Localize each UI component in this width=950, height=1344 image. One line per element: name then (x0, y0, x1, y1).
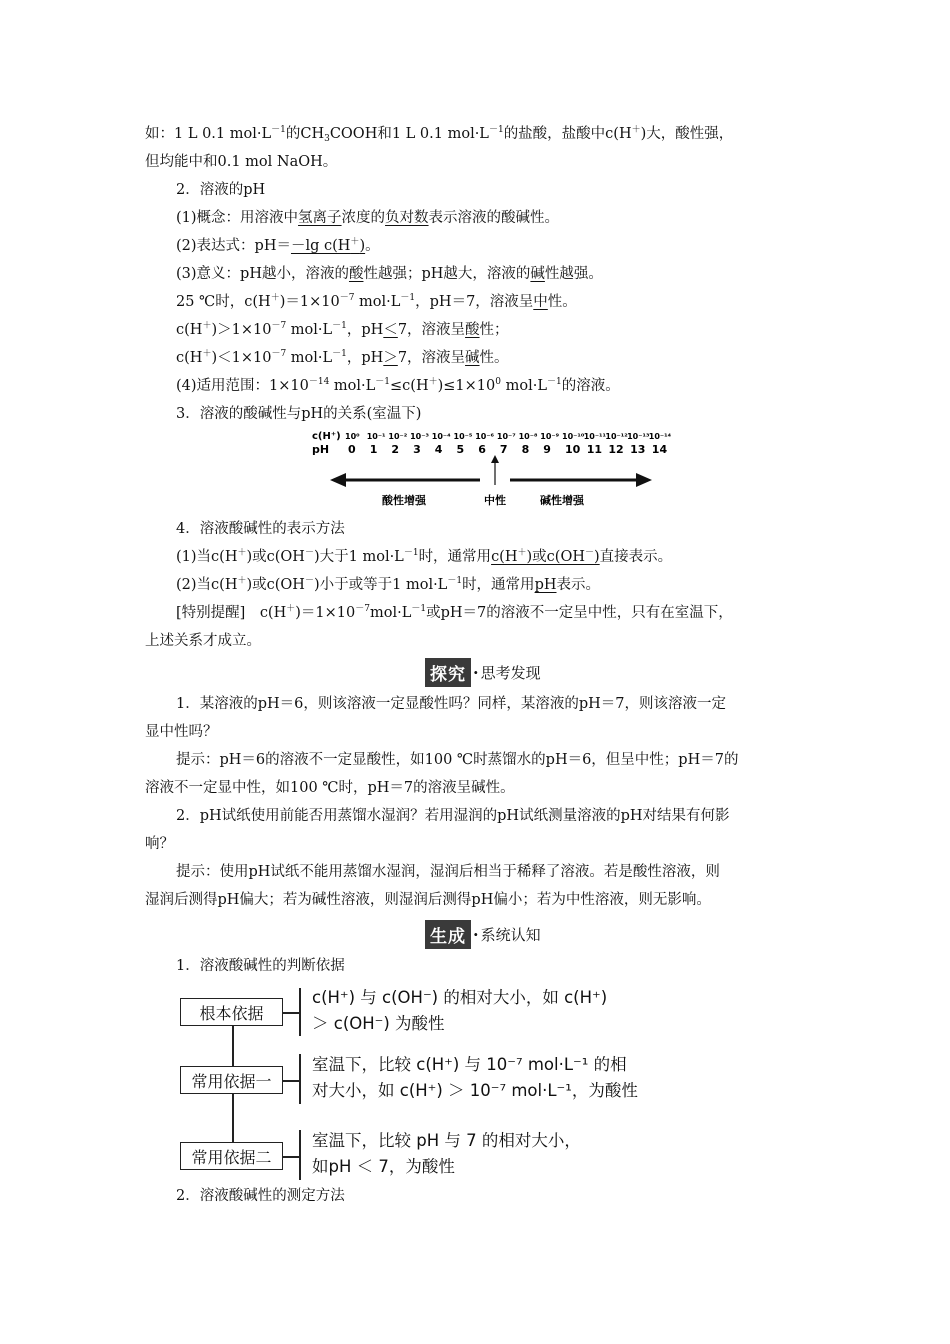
text-line (145, 152, 825, 172)
superscript: －7 (339, 293, 355, 303)
common-criteria-2-desc-1: 室温下，比较 pH 与 7 的相对大小， (312, 1131, 581, 1150)
basic-criteria-desc-1: c(H⁺) 与 c(OH⁻) 的相对大小，如 c(H⁺) (312, 988, 608, 1007)
banner-dot: · (473, 924, 479, 944)
text: 提示：使用pH试纸不能用蒸馏水湿润，湿润后相当于稀释了溶液。若是酸性溶液，则 (176, 864, 720, 880)
banner-dot: · (473, 662, 479, 682)
answer-text (145, 890, 825, 910)
text: 显中性吗？ (145, 724, 218, 740)
text: )或c(OH (246, 549, 305, 565)
ph-scale-svg (310, 425, 690, 515)
text-line (176, 208, 856, 228)
section-heading (176, 519, 856, 539)
common-criteria-2-label: 常用依据二 (191, 1147, 272, 1167)
text: )≤1×10 (437, 378, 496, 394)
text-line (145, 631, 825, 651)
text: )或c(OH (526, 549, 585, 565)
answer-blank: 氢离子 (298, 210, 342, 226)
ph-tick-label: 7 (499, 443, 508, 456)
text: ，pH＝7，溶液呈 (415, 294, 534, 310)
superscript: ＋ (237, 548, 247, 558)
answer-text (145, 778, 825, 798)
superscript: －1 (411, 604, 427, 614)
text: 1．某溶液的pH＝6，则该溶液一定显酸性吗？同样，某溶液的pH＝7，则该溶液一定 (176, 696, 727, 712)
section-heading (176, 956, 856, 976)
ph-tick-label: 11 (586, 443, 603, 456)
text: 表示。 (556, 577, 600, 593)
superscript: －7 (355, 604, 370, 614)
answer-text (176, 862, 856, 882)
text: (1)当c(H (176, 549, 238, 565)
c-h-axis-label: c(H⁺) (312, 431, 341, 442)
answer-blank: 碱 (530, 266, 545, 282)
text: mol·L (501, 378, 547, 394)
text: 湿润后测得pH偏大；若为碱性溶液，则湿润后测得pH偏小；若为中性溶液，则无影响。 (145, 892, 711, 908)
superscript: －1 (375, 377, 391, 387)
subscript: 3 (324, 134, 330, 144)
c-h-tick-label: 10⁻¹⁴ (648, 432, 672, 441)
explore-banner (425, 658, 541, 686)
text: )＜1×10 (211, 350, 272, 366)
text-line (176, 320, 856, 340)
section-heading (176, 1186, 856, 1206)
text: (1)概念：用溶液中 (176, 210, 299, 226)
text: [特别提醒] c(H (176, 605, 287, 621)
answer-blank: 负对数 (385, 210, 429, 226)
ph-tick-label: 4 (434, 443, 443, 456)
superscript: －1 (332, 349, 347, 359)
common-criteria-1-box (180, 1066, 283, 1094)
base-arrow-head (636, 473, 652, 487)
c-h-tick-label: 10⁻¹¹ (583, 432, 607, 441)
answer-blank: ＜ (383, 322, 398, 338)
text: 2．pH试纸使用前能否用蒸馏水湿润？若用湿润的pH试纸测量溶液的pH对结果有何影 (176, 808, 730, 824)
text: 2．溶液酸碱性的测定方法 (176, 1188, 345, 1204)
neutral-label: 中性 (484, 494, 506, 507)
text-line (176, 292, 856, 312)
text: mol·L (369, 605, 412, 621)
text: 的溶液。 (561, 378, 620, 394)
ph-tick-label: 2 (391, 443, 400, 456)
acid-increase-label: 酸性增强 (382, 494, 426, 507)
text: 7，溶液呈 (397, 322, 466, 338)
ph-tick-label: 1 (369, 443, 378, 456)
text: 的CH (285, 126, 325, 142)
superscript: －1 (271, 125, 286, 135)
text: －lg c(H (290, 238, 351, 254)
answer-blank (291, 238, 365, 254)
ph-tick-label: 9 (543, 443, 551, 456)
answer-blank: 酸 (465, 322, 480, 338)
answer-blank (491, 549, 600, 565)
text: ) (359, 238, 366, 254)
text: 提示：pH＝6的溶液不一定显酸性，如100 ℃时蒸馏水的pH＝6，但呈中性；pH＝7的 (176, 752, 739, 768)
superscript: ＋ (202, 321, 212, 331)
section-heading (176, 180, 856, 200)
common-criteria-1-desc-2: 对大小，如 c(H⁺) ＞ 10⁻⁷ mol·L⁻¹，为酸性 (312, 1081, 638, 1100)
superscript: － (584, 548, 594, 558)
ph-tick-label: 5 (456, 443, 465, 456)
text: (4)适用范围：1×10 (176, 378, 309, 394)
text: 时，通常用 (462, 577, 535, 593)
c-h-tick-label: 10⁻¹³ (627, 432, 650, 441)
text: 如：1 L 0.1 mol·L (145, 126, 272, 142)
bracket (299, 1054, 301, 1104)
text: 直接表示。 (599, 549, 673, 565)
text: COOH和1 L 0.1 mol·L (329, 126, 489, 142)
ph-tick-label: 3 (413, 443, 421, 456)
text: mol·L (286, 322, 333, 338)
answer-blank: 酸 (348, 266, 364, 282)
c-h-tick-label: 10⁻¹ (366, 432, 386, 441)
ph-scale-diagram (310, 425, 690, 515)
c-h-tick-label: 10⁻¹² (605, 432, 628, 441)
text: 性。 (479, 350, 509, 366)
text: 性。 (547, 294, 577, 310)
c-h-tick-label: 10⁰ (345, 432, 360, 441)
c-h-tick-label: 10⁻⁷ (496, 432, 516, 441)
text: 1．溶液酸碱性的判断依据 (176, 958, 345, 974)
superscript: ＋ (286, 604, 296, 614)
text: c(H (176, 350, 203, 366)
connector (283, 1156, 299, 1158)
text: ，pH (346, 350, 384, 366)
text: 25 ℃时，c(H (176, 294, 271, 310)
answer-text (176, 750, 856, 770)
text: 性越强。 (544, 266, 603, 282)
text: 浓度的 (341, 210, 386, 226)
text-line (176, 348, 856, 368)
c-h-tick-label: 10⁻⁴ (431, 432, 451, 441)
ph-tick-label: 8 (521, 443, 530, 456)
text: (2)当c(H (176, 577, 238, 593)
text: )大于1 mol·L (313, 549, 404, 565)
superscript: ＋ (428, 377, 438, 387)
c-h-tick-label: 10⁻³ (410, 432, 429, 441)
superscript: ＋ (270, 293, 280, 303)
connector (283, 1012, 299, 1014)
text: ，pH (346, 322, 384, 338)
generate-tag: 生成 (425, 920, 471, 949)
question-text (176, 806, 856, 826)
text: )小于或等于1 mol·L (313, 577, 448, 593)
superscript: －1 (447, 576, 463, 586)
ph-tick-label: 14 (651, 443, 668, 456)
base-increase-label: 碱性增强 (540, 494, 584, 507)
superscript: ＋ (631, 125, 641, 135)
superscript: － (304, 548, 314, 558)
answer-blank: pH (534, 577, 557, 593)
common-criteria-1-desc-1: 室温下，比较 c(H⁺) 与 10⁻⁷ mol·L⁻¹ 的相 (312, 1055, 627, 1074)
superscript: ＋ (517, 548, 527, 558)
bracket (299, 988, 301, 1036)
text: 性越强；pH越大，溶液的 (363, 266, 531, 282)
text: 4．溶液酸碱性的表示方法 (176, 521, 345, 537)
text: )＝1×10 (279, 294, 340, 310)
connector (283, 1080, 299, 1082)
c-h-tick-label: 10⁻⁹ (540, 432, 560, 441)
answer-blank: ＞ (383, 350, 398, 366)
text: 。 (365, 238, 380, 254)
text: 或pH＝7的溶液不一定呈中性，只有在室温下， (426, 605, 733, 621)
common-criteria-2-desc-2: 如pH ＜ 7，为酸性 (312, 1157, 455, 1176)
superscript: －1 (488, 125, 504, 135)
answer-blank: 中 (533, 294, 548, 310)
superscript: －1 (546, 377, 562, 387)
text-line (176, 575, 856, 595)
superscript: －1 (403, 548, 419, 558)
text: 3．溶液的酸碱性与pH的关系(室温下) (176, 406, 422, 422)
acid-arrow-head (330, 473, 346, 487)
text: mol·L (354, 294, 401, 310)
superscript: ＋ (350, 237, 360, 247)
neutral-pointer-arrowhead (491, 455, 499, 463)
c-h-tick-label: 10⁻¹⁰ (562, 432, 585, 441)
superscript: －7 (271, 349, 287, 359)
superscript: ＋ (237, 576, 247, 586)
section-heading (176, 404, 856, 424)
text-line (176, 236, 856, 256)
text: c(H (491, 549, 518, 565)
c-h-tick-label: 10⁻⁵ (453, 432, 473, 441)
text: mol·L (329, 378, 376, 394)
ph-tick-label: 12 (608, 443, 624, 456)
text-line (145, 124, 825, 144)
text: ≤c(H (390, 378, 429, 394)
explore-title: 思考发现 (480, 663, 541, 682)
superscript: ＋ (202, 349, 212, 359)
text: 表示溶液的酸碱性。 (428, 210, 560, 226)
c-h-tick-label: 10⁻² (388, 432, 408, 441)
ph-axis-label: pH (312, 443, 330, 456)
text: )大，酸性强， (640, 126, 734, 142)
text: 的盐酸，盐酸中c(H (503, 126, 632, 142)
text: 响？ (145, 836, 174, 852)
common-criteria-1-label: 常用依据一 (191, 1071, 272, 1091)
question-text (145, 834, 825, 854)
explore-tag: 探究 (425, 658, 471, 687)
superscript: － (304, 576, 314, 586)
text-line (176, 547, 856, 567)
text: (3)意义：pH越小，溶液的 (176, 266, 349, 282)
ph-tick-label: 6 (478, 443, 486, 456)
answer-blank: 碱 (465, 350, 480, 366)
text: )＞1×10 (211, 322, 272, 338)
text: 上述关系才成立。 (145, 633, 261, 649)
text: mol·L (286, 350, 333, 366)
c-h-tick-label: 10⁻⁶ (475, 432, 495, 441)
text: c(H (176, 322, 203, 338)
text: )＝1×10 (295, 605, 356, 621)
superscript: 0 (495, 377, 501, 387)
generate-title: 系统认知 (480, 925, 541, 944)
text: 但均能中和0.1 mol NaOH。 (145, 154, 338, 170)
generate-banner (425, 920, 541, 948)
text: (2)表达式：pH＝ (176, 238, 291, 254)
text: 性； (479, 322, 509, 338)
ph-tick-label: 0 (348, 443, 356, 456)
ph-tick-label: 13 (630, 443, 646, 456)
basic-criteria-label: 根本依据 (199, 1003, 264, 1023)
c-h-tick-label: 10⁻⁸ (518, 432, 538, 441)
superscript: －7 (271, 321, 287, 331)
text-line (176, 376, 856, 396)
text: 7，溶液呈 (397, 350, 466, 366)
text: 时，通常用 (418, 549, 492, 565)
text: )或c(OH (246, 577, 305, 593)
superscript: －1 (332, 321, 347, 331)
question-text (145, 722, 825, 742)
superscript: －1 (400, 293, 416, 303)
text: ) (594, 549, 600, 565)
text: 2．溶液的pH (176, 182, 266, 198)
text-line (176, 603, 856, 623)
basic-criteria-desc-2: ＞ c(OH⁻) 为酸性 (312, 1014, 445, 1033)
ph-tick-label: 10 (565, 443, 581, 456)
question-text (176, 694, 856, 714)
common-criteria-2-box (180, 1142, 283, 1170)
superscript: －14 (308, 377, 330, 387)
text: 溶液不一定显中性，如100 ℃时，pH＝7的溶液呈碱性。 (145, 780, 515, 796)
bracket (299, 1130, 301, 1180)
text-line (176, 264, 856, 284)
basic-criteria-box (180, 998, 283, 1026)
